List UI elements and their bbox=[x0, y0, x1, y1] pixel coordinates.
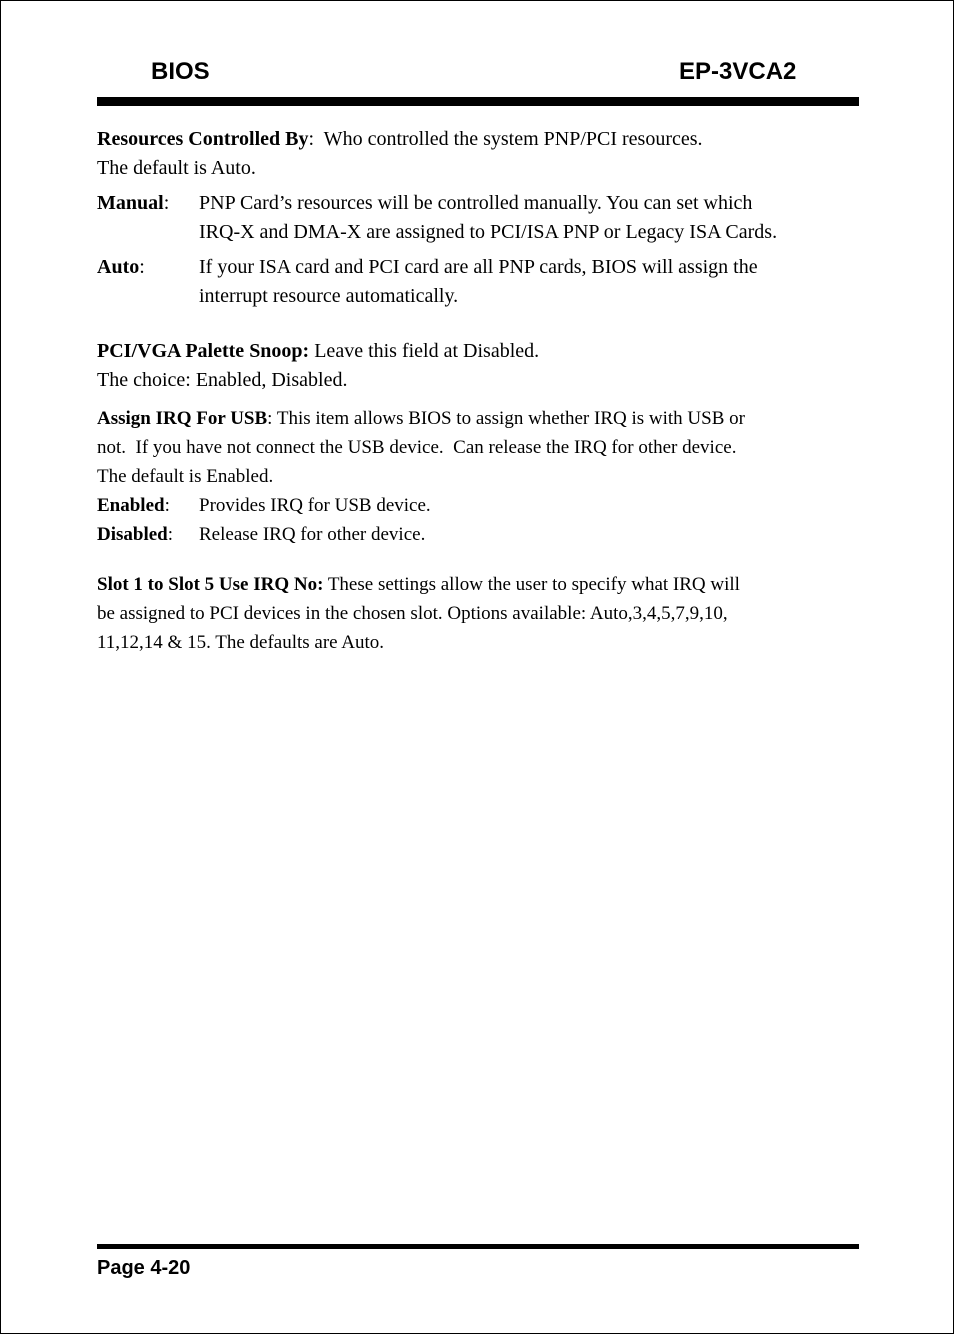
usb-description: : This item allows BIOS to assign whether IRQ is with USB or bbox=[267, 408, 745, 429]
resources-separator: : bbox=[308, 128, 315, 150]
usb-disabled-option: Disabled: Release IRQ for other device. bbox=[97, 520, 867, 549]
usb-enabled-desc: Provides IRQ for USB device. bbox=[199, 495, 431, 516]
slots-description-line2: be assigned to PCI devices in the chosen slot. Options available: Auto,3,4,5,7,9,10, bbox=[97, 603, 728, 624]
usb-enabled-option: Enabled: Provides IRQ for USB device. bbox=[97, 491, 867, 520]
slots-defaults: 11,12,14 & 15. The defaults are Auto. bbox=[97, 632, 385, 653]
resources-description: Who controlled the system PNP/PCI resources. bbox=[314, 128, 703, 150]
auto-desc-line2: interrupt resource automatically. bbox=[199, 285, 459, 307]
palette-choices: The choice: Enabled, Disabled. bbox=[97, 369, 348, 391]
auto-term: Auto bbox=[97, 256, 140, 278]
usb-disabled-desc: Release IRQ for other device. bbox=[199, 524, 426, 545]
usb-heading-line bbox=[97, 404, 867, 433]
manual-option: Manual: PNP Card’s resources will be controlled manually. You can set which IRQ-X and DMA-X are assigned to PCI/ISA PNP or Legacy ISA Cards. bbox=[97, 189, 867, 247]
manual-desc-line1: PNP Card’s resources will be controlled manually. You can set which bbox=[199, 192, 753, 214]
manual-term: Manual bbox=[97, 192, 164, 214]
header-section-title: BIOS bbox=[151, 58, 210, 85]
auto-desc-line1: If your ISA card and PCI card are all PNP cards, BIOS will assign the bbox=[199, 256, 758, 278]
palette-heading-line bbox=[97, 337, 867, 366]
auto-option: Auto: If your ISA card and PCI card are all PNP cards, BIOS will assign the interrupt resource automatically. bbox=[97, 253, 867, 311]
page-content bbox=[97, 125, 867, 657]
header-model-name: EP-3VCA2 bbox=[679, 58, 797, 85]
resources-default: The default is Auto. bbox=[97, 157, 256, 179]
header-rule bbox=[97, 97, 859, 106]
palette-label: PCI/VGA Palette Snoop: bbox=[97, 340, 310, 362]
usb-label: Assign IRQ For USB bbox=[97, 408, 268, 429]
slots-description: These settings allow the user to specify what IRQ will bbox=[323, 574, 740, 595]
usb-default: The default is Enabled. bbox=[97, 466, 274, 487]
page-number: Page 4-20 bbox=[97, 1257, 191, 1279]
usb-description-line2: not. If you have not connect the USB device. Can release the IRQ for other device. bbox=[97, 437, 737, 458]
resources-label: Resources Controlled By bbox=[97, 128, 309, 150]
usb-enabled-term: Enabled bbox=[97, 495, 165, 516]
usb-disabled-term: Disabled bbox=[97, 524, 168, 545]
palette-description: Leave this field at Disabled. bbox=[309, 340, 540, 362]
slots-label: Slot 1 to Slot 5 Use IRQ No: bbox=[97, 574, 324, 595]
footer-rule bbox=[97, 1244, 859, 1249]
resources-heading-line bbox=[97, 125, 867, 154]
manual-desc-line2: IRQ-X and DMA-X are assigned to PCI/ISA PNP or Legacy ISA Cards. bbox=[199, 221, 778, 243]
slots-heading-line bbox=[97, 570, 867, 599]
